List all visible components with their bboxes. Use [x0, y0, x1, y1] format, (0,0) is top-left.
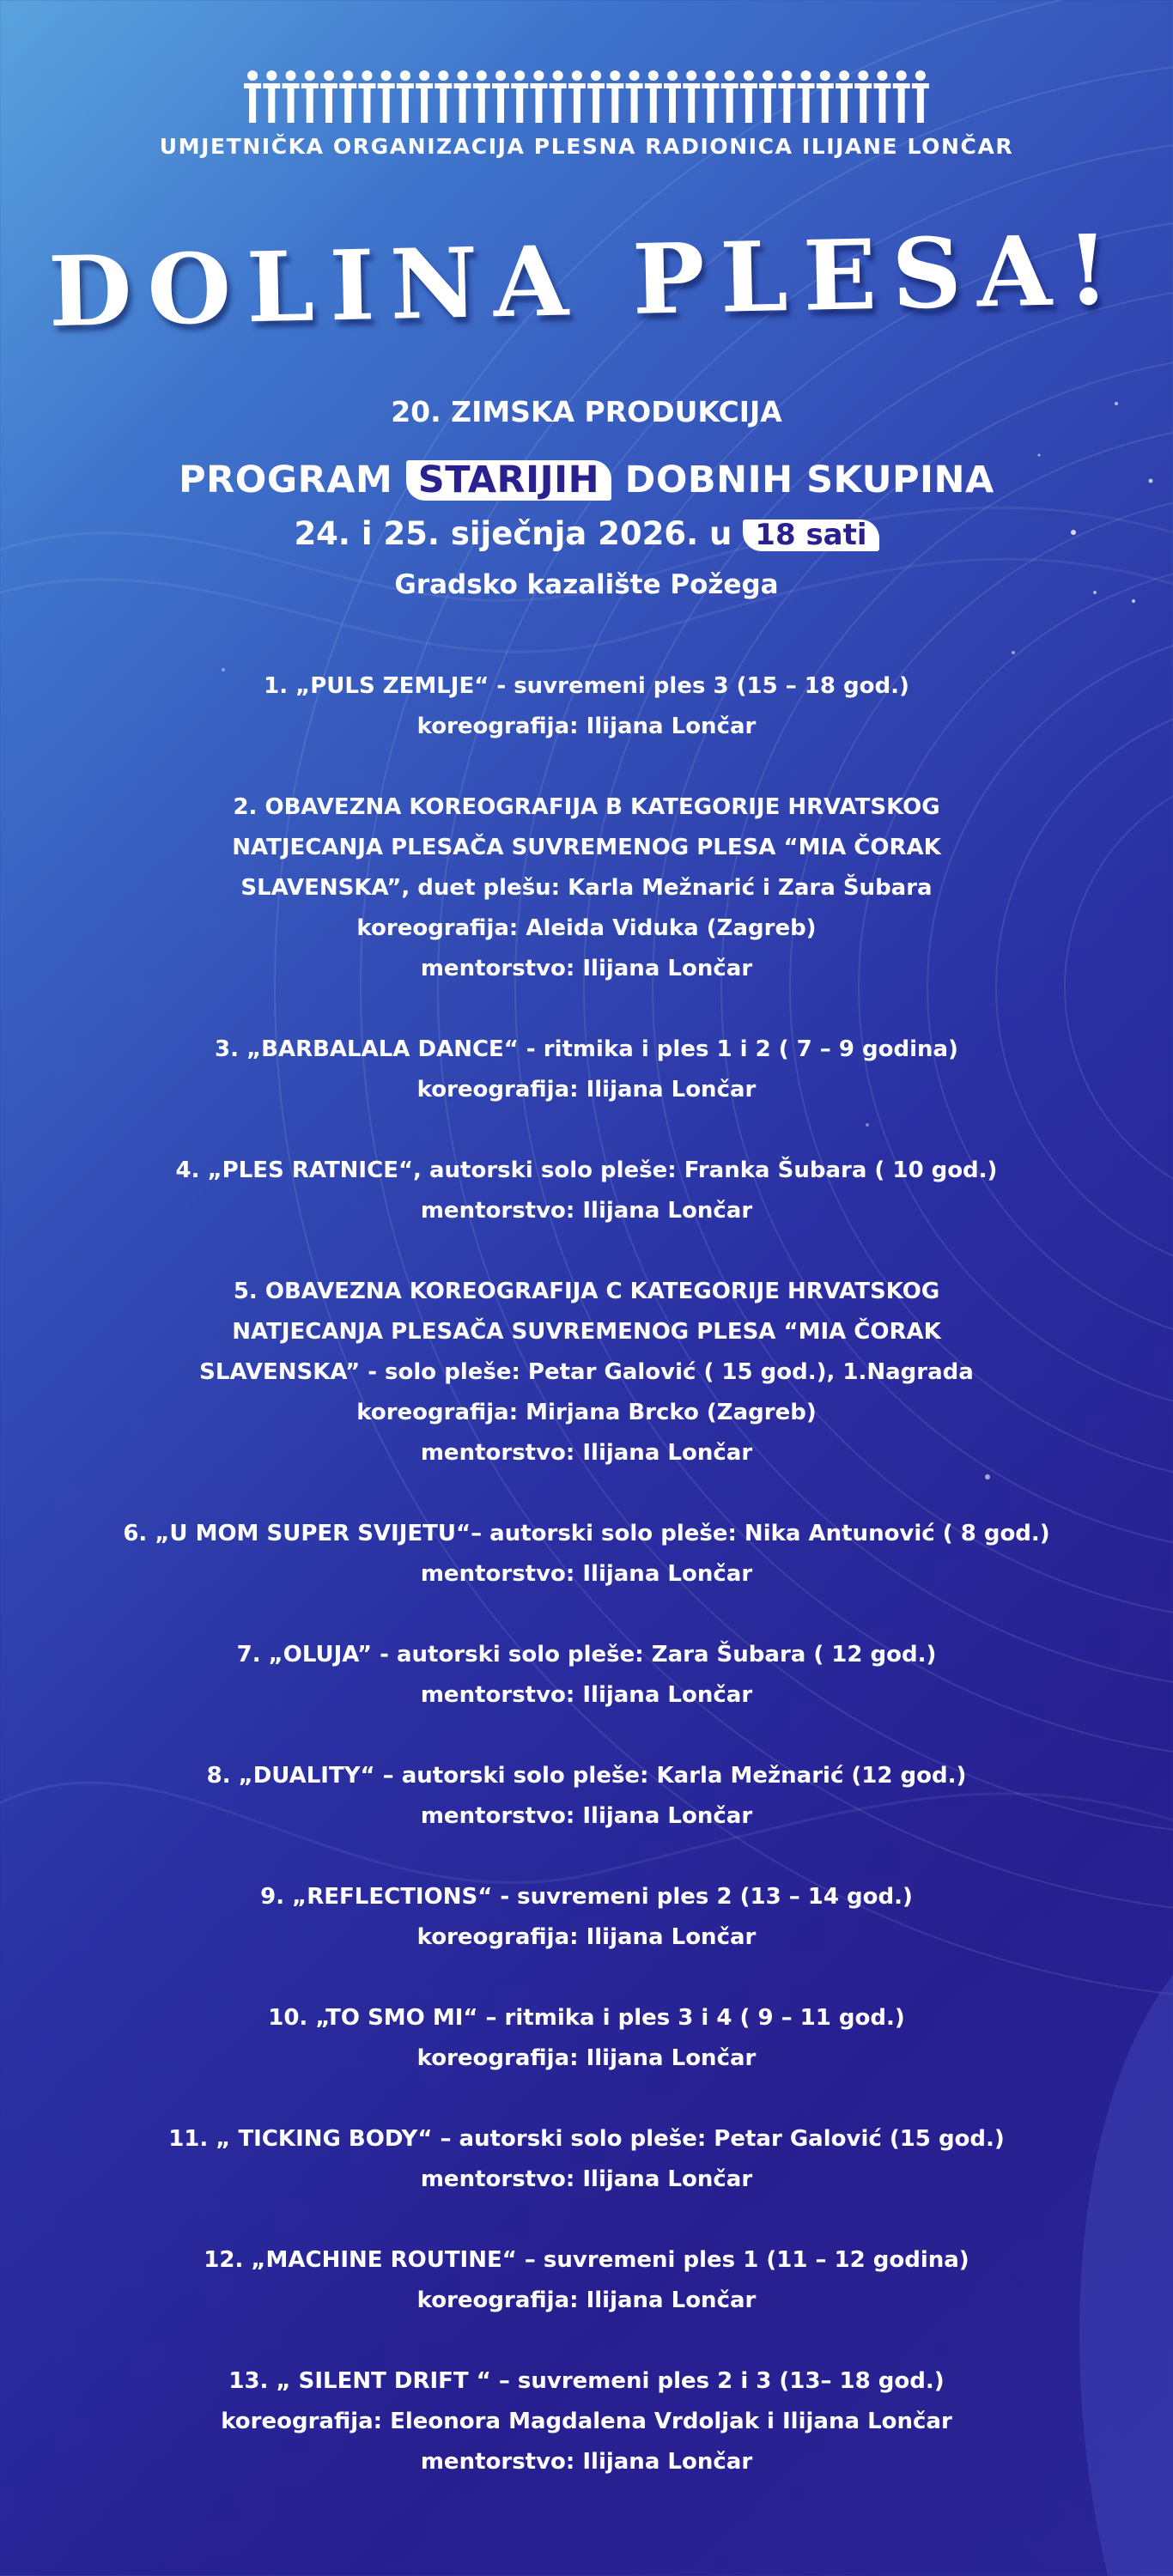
program-item-line: mentorstvo: Ilijana Lončar	[420, 1803, 753, 1829]
program-item-line: koreografija: Ilijana Lončar	[416, 1077, 757, 1103]
program-item-line: mentorstvo: Ilijana Lončar	[420, 956, 753, 981]
program-item-line: 5. OBAVEZNA KOREOGRAFIJA C KATEGORIJE HRVATSKOG	[233, 1279, 940, 1304]
program-list	[0, 666, 1173, 2523]
dancer-figure-icon	[378, 70, 395, 123]
program-item-line: koreografija: Ilijana Lončar	[416, 714, 757, 739]
dancer-figure-icon	[397, 70, 414, 123]
event-date-text: 24. i 25. siječnja 2026. u	[294, 515, 732, 552]
dancer-figure-icon	[778, 70, 795, 123]
program-item-line: mentorstvo: Ilijana Lončar	[420, 2449, 753, 2475]
program-item-line: 12. „MACHINE ROUTINE“ – suvremeni ples 1 (11 – 12 godina)	[204, 2247, 969, 2273]
dancer-figure-icon	[798, 70, 815, 123]
program-item-line: 8. „DUALITY“ – autorski solo pleše: Karla Mežnarić (12 god.)	[206, 1763, 967, 1789]
dancer-figure-icon	[683, 70, 700, 123]
program-item-line: 2. OBAVEZNA KOREOGRAFIJA B KATEGORIJE HRVATSKOG	[233, 794, 940, 820]
program-item	[0, 1151, 1173, 1231]
dancer-figure-icon	[339, 70, 356, 123]
program-heading-prefix: PROGRAM	[179, 459, 393, 501]
program-item-line: SLAVENSKA” - solo pleše: Petar Galović ( 15 god.), 1.Nagrada	[199, 1359, 974, 1385]
program-item-line: mentorstvo: Ilijana Lončar	[420, 1198, 753, 1224]
program-item-line: 3. „BARBALALA DANCE“ - ritmika i ples 1 i 2 ( 7 – 9 godina)	[215, 1036, 958, 1062]
dancer-figure-icon	[550, 70, 567, 123]
program-item-line: 6. „U MOM SUPER SVIJETU“– autorski solo pleše: Nika Antunović ( 8 god.)	[123, 1521, 1050, 1546]
program-item-line: 7. „OLUJA” - autorski solo pleše: Zara Šubara ( 12 god.)	[236, 1642, 937, 1668]
program-item	[0, 1030, 1173, 1110]
dancer-figure-icon	[702, 70, 719, 123]
program-heading-suffix: DOBNIH SKUPINA	[624, 459, 994, 501]
program-item	[0, 1514, 1173, 1595]
event-title: DOLINA PLESA!	[47, 213, 1126, 349]
dancer-figure-icon	[645, 70, 662, 123]
dancer-figure-icon	[283, 70, 300, 123]
program-item-line: koreografija: Ilijana Lončar	[416, 2045, 757, 2071]
event-time-badge: 18 sati	[743, 519, 878, 551]
program-item	[0, 2361, 1173, 2482]
program-item-line: mentorstvo: Ilijana Lončar	[420, 1682, 753, 1708]
dancer-figure-icon	[740, 70, 757, 123]
program-item-line: koreografija: Ilijana Lončar	[416, 2287, 757, 2313]
dancer-figure-icon	[358, 70, 375, 123]
program-item	[0, 666, 1173, 747]
dancer-figure-icon	[854, 70, 872, 123]
program-heading	[0, 459, 1173, 501]
program-item	[0, 1272, 1173, 1473]
program-item-line: mentorstvo: Ilijana Lončar	[420, 2166, 753, 2192]
program-item-line: 11. „ TICKING BODY“ – autorski solo pleše: Petar Galović (15 god.)	[168, 2126, 1005, 2152]
dancer-figure-icon	[473, 70, 490, 123]
program-item	[0, 787, 1173, 989]
dancer-figure-icon	[759, 70, 776, 123]
dancer-figure-icon	[893, 70, 910, 123]
dancer-figure-icon	[664, 70, 681, 123]
dancer-figure-icon	[721, 70, 738, 123]
dancer-figure-icon	[817, 70, 834, 123]
dancer-figure-icon	[511, 70, 528, 123]
program-item-line: koreografija: Eleonora Magdalena Vrdoljak i Ilijana Lončar	[221, 2409, 952, 2434]
dancers-logo-icon	[0, 69, 1173, 129]
program-item-line: NATJECANJA PLESAČA SUVREMENOG PLESA “MIA ČORAK	[232, 1319, 941, 1345]
program-item-line: 10. „TO SMO MI“ – ritmika i ples 3 i 4 ( 9 – 11 god.)	[268, 2005, 905, 2031]
program-item-line: mentorstvo: Ilijana Lončar	[420, 1440, 753, 1466]
program-item	[0, 2240, 1173, 2321]
program-item-line: SLAVENSKA”, duet plešu: Karla Mežnarić i Zara Šubara	[240, 875, 933, 901]
program-item-line: 9. „REFLECTIONS“ - suvremeni ples 2 (13 – 14 god.)	[260, 1884, 913, 1910]
program-item-line: 4. „PLES RATNICE“, autorski solo pleše: Franka Šubara ( 10 god.)	[175, 1157, 998, 1183]
dancer-figure-icon	[301, 70, 319, 123]
program-item-line: koreografija: Aleida Viduka (Zagreb)	[356, 915, 817, 941]
program-heading-highlight: STARIJIH	[406, 460, 611, 501]
program-item	[0, 1998, 1173, 2079]
program-item-line: 13. „ SILENT DRIFT “ – suvremeni ples 2 i 3 (13– 18 god.)	[228, 2368, 945, 2394]
program-item	[0, 1756, 1173, 1837]
dancer-figure-icon	[912, 70, 929, 123]
dancer-figure-icon	[244, 70, 261, 123]
dancer-figure-icon	[492, 70, 509, 123]
production-name: 20. ZIMSKA PRODUKCIJA	[391, 395, 782, 428]
dancer-figure-icon	[454, 70, 471, 123]
event-date	[0, 515, 1173, 552]
program-item-line: koreografija: Ilijana Lončar	[416, 1924, 757, 1950]
dancer-figure-icon	[263, 70, 280, 123]
dancer-figure-icon	[606, 70, 623, 123]
program-item-line: 1. „PULS ZEMLJE“ - suvremeni ples 3 (15 – 18 god.)	[264, 673, 909, 699]
dancer-figure-icon	[435, 70, 452, 123]
program-item-line: koreografija: Mirjana Brcko (Zagreb)	[356, 1400, 817, 1425]
dancer-figure-icon	[836, 70, 853, 123]
program-item-line: NATJECANJA PLESAČA SUVREMENOG PLESA “MIA ČORAK	[232, 835, 941, 860]
program-item	[0, 2119, 1173, 2200]
dancer-figure-icon	[320, 70, 337, 123]
program-item-line: mentorstvo: Ilijana Lončar	[420, 1561, 753, 1587]
dancer-figure-icon	[568, 70, 586, 123]
dancer-figure-icon	[626, 70, 643, 123]
program-item	[0, 1635, 1173, 1716]
dancer-figure-icon	[873, 70, 890, 123]
organization-name: UMJETNIČKA ORGANIZACIJA PLESNA RADIONICA ILIJANE LONČAR	[159, 134, 1014, 159]
dancer-figure-icon	[530, 70, 547, 123]
dancer-figure-icon	[416, 70, 433, 123]
event-venue: Gradsko kazalište Požega	[394, 569, 779, 600]
program-item	[0, 1877, 1173, 1958]
dancer-figure-icon	[587, 70, 605, 123]
